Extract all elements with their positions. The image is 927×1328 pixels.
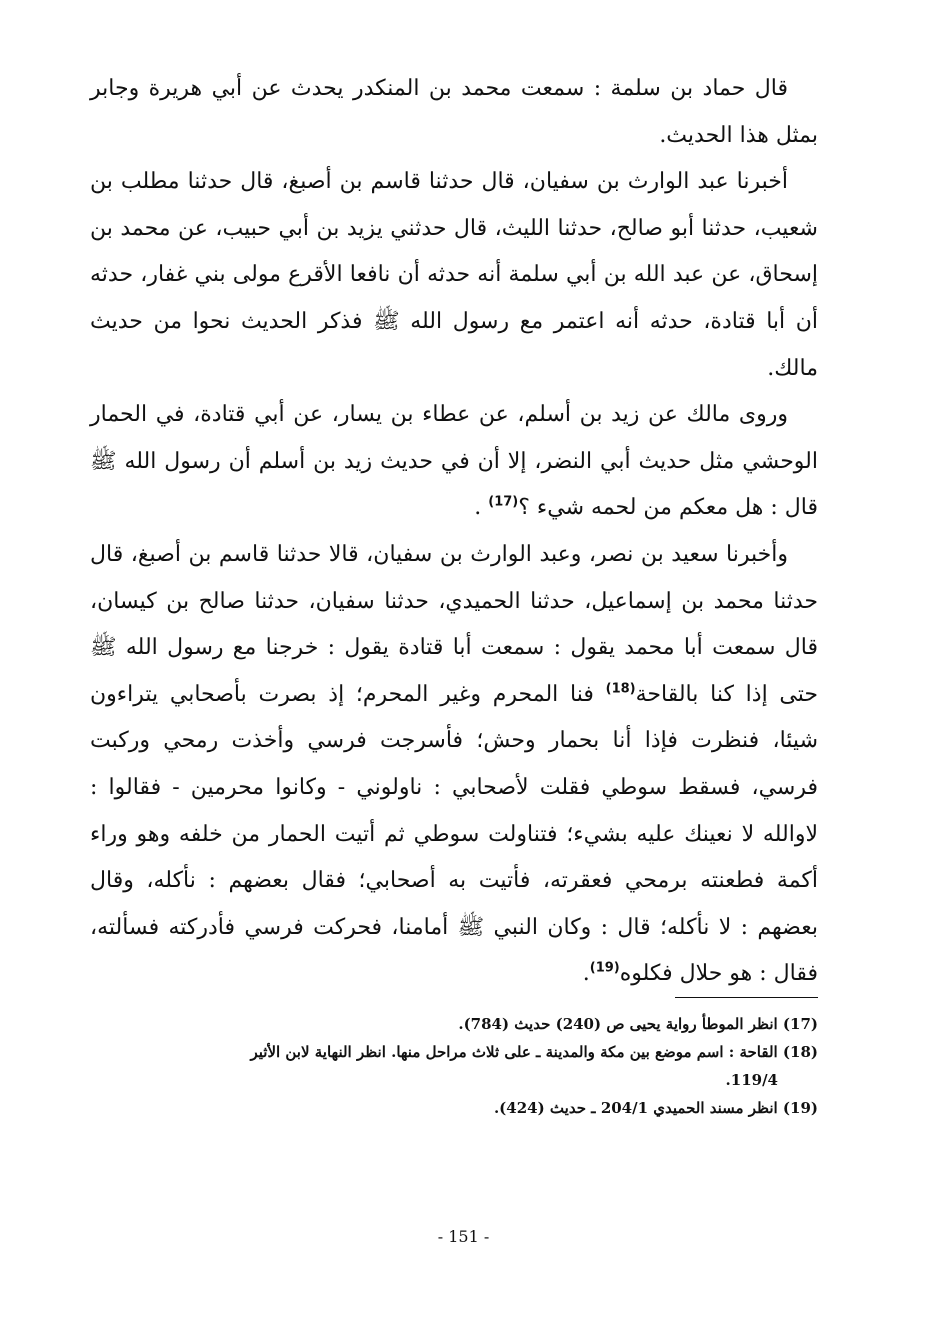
footnote-19: (19) انظر مسند الحميدي 204/1 ـ حديث (424). [493,1099,818,1117]
paragraph-1-text: قال حماد بن سلمة : سمعت محمد بن المنكدر يحدث عن أبي هريرة وجابر بمثل هذا الحديث. [90,76,818,148]
paragraph-3: وروى مالك عن زيد بن أسلم، عن عطاء بن يسار، عن أبي قتادة، في الحمار الوحشي مثل حديث أبي النضر، إلا أن في حديث زيد بن أسلم أن رسول الله ﷺ قال : هل معكم من لحمه شيء ؟$^{(17)}$ . [90,402,818,521]
paragraph-1 [90,66,818,159]
footnote-marker-19[interactable]: (19) [589,960,620,976]
footnote-18: (18) القاحة : اسم موضع بين مكة والمدينة ـ على ثلاث مراحل منها. انظر النهاية لابن الأثير [250,1043,818,1061]
paragraph-2-text: أخبرنا عبد الوارث بن سفيان، قال حدثنا قاسم بن أصبغ، قال حدثنا مطلب بن شعيب، حدثنا أبو صالح، حدثنا الليث، قال حدثني يزيد بن أبي حبيب، عن محمد بن إسحاق، عن عبد الله بن أبي سلمة أنه حدثه أن نافعا الأقرع مولى بني غفار، حدثه أن أبا قتادة، حدثه أنه اعتمر مع رسول الله ﷺ فذكر الحديث نحوا من حديث مالك. [90,169,818,381]
paragraph-4: وأخبرنا سعيد بن نصر، وعبد الوارث بن سفيان، قالا حدثنا قاسم بن أصبغ، قال حدثنا محمد بن إسماعيل، حدثنا الحميدي، حدثنا سفيان، حدثنا صالح بن كيسان، قال سمعت أبا محمد يقول : سمعت أبا قتادة يقول : خرجنا مع رسول الله ﷺ حتى إذا كنا بالقاحة$^{(18)}$ فنا المحرم وغير المحرم؛ إذ بصرت بأصحابي يتراءون شيئا، فنظرت فإذا أنا بحمار وحش؛ فأسرجت فرسي وأخذت رمحي وركبت فرسي، فسقط سوطي فقلت لأصحابي : ناولوني - وكانوا محرمين - فقالوا : لاوالله لا نعينك عليه بشيء؛ فتناولت سوطي ثم أتيت الحمار من خلفه وهو وراء أكمة فطعنته برمحي فعقرته، فأتيت به أصحابي؛ فقال بعضهم : نأكله، وقال بعضهم : لا نأكله؛ قال : وكان النبي ﷺ أمامنا، فحركت فرسي فأدركته فسألته، فقال : هو حلال فكلوه$^{(19)}$. [90,541,819,987]
paragraph-4-text-b: فنا المحرم وغير المحرم؛ إذ بصرت بأصحابي يتراءون شيئا، فنظرت فإذا أنا بحمار وحش؛ فأسرجت فرسي وأخذت رمحي وركبت فرسي، فسقط سوطي فقلت لأصحابي : ناولوني - وكانوا محرمين - فقالوا : لاوالله لا نعينك عليه بشيء؛ فتناولت سوطي ثم أتيت الحمار من خلفه وهو وراء أكمة فطعنته برمحي فعقرته، فأتيت به أصحابي؛ فقال بعضهم : نأكله، وقال بعضهم : لا نأكله؛ قال : وكان النبي ﷺ أمامنا، فحركت فرسي فأدركته فسألته، فقال : هو حلال فكلوه [90,681,818,987]
main-text [90,66,818,998]
footnote-marker-17[interactable]: (17) [488,495,519,511]
page-number: - 151 - [437,1227,490,1246]
footnote-17: (17) انظر الموطأ رواية يحيى ص (240) حديث (784). [458,1015,818,1033]
paragraph-2 [90,159,818,392]
paragraph-3-text: وروى مالك عن زيد بن أسلم، عن عطاء بن يسار، عن أبي قتادة، في الحمار الوحشي مثل حديث أبي النضر، إلا أن في حديث زيد بن أسلم أن رسول الله ﷺ قال : هل معكم من لحمه شيء ؟ [90,402,818,521]
footnote-separator [675,997,818,998]
footnote-18-continuation: 119/4. [725,1071,778,1089]
footnotes [90,1010,818,1122]
paragraph-4-text-a: وأخبرنا سعيد بن نصر، وعبد الوارث بن سفيان، قالا حدثنا قاسم بن أصبغ، قال حدثنا محمد بن إسماعيل، حدثنا الحميدي، حدثنا سفيان، حدثنا صالح بن كيسان، قال سمعت أبا محمد يقول : سمعت أبا قتادة يقول : خرجنا مع رسول الله ﷺ حتى إذا كنا بالقاحة [90,541,819,707]
footnote-marker-18[interactable]: (18) [605,681,636,697]
